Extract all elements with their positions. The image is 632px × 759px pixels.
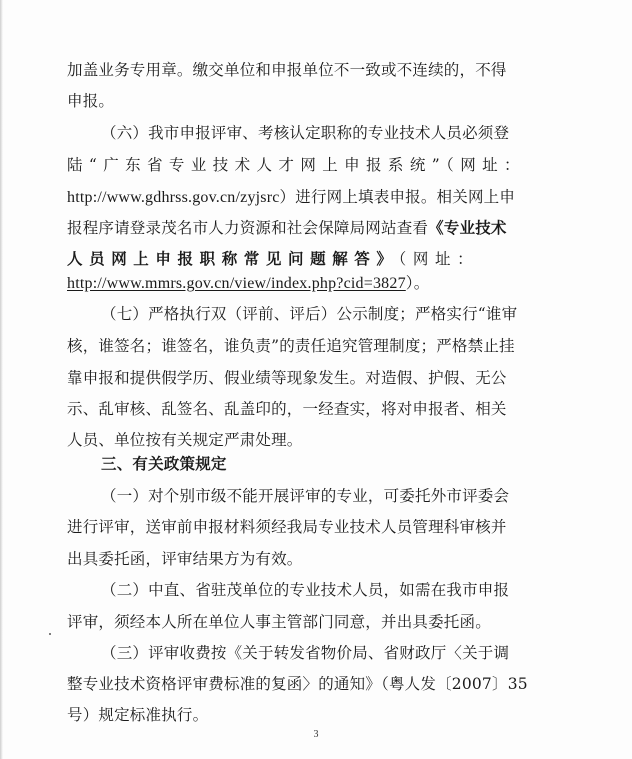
line-text: 靠申报和提供假学历、假业绩等现象发生。对造假、护假、无公 (67, 369, 507, 387)
line-text: （网址： (398, 250, 480, 268)
line-text: （一）对个别市级不能开展评审的专业，可委托外市评委会 (101, 487, 510, 505)
line-text: 报程序请登录茂名市人力资源和社会保障局网站查看 (67, 219, 429, 237)
paragraph-line (67, 428, 303, 452)
paragraph-line (67, 185, 515, 210)
line-text: 核，谁签名；谁签名，谁负责”的责任追究管理制度；严格禁止挂 (67, 337, 515, 355)
heading-text: 三、有关政策规定 (101, 454, 227, 473)
paragraph-line (67, 334, 515, 358)
line-text: 示、乱审核、乱签名、乱盖印的，一经查实，将对申报者、相关 (67, 400, 507, 418)
paragraph-line (67, 515, 507, 539)
paragraph-line (67, 366, 507, 390)
line-text: （七）严格执行双（评前、评后）公示制度；严格实行“谁审 (101, 305, 518, 323)
paragraph-line (67, 153, 526, 177)
line-text: （六）我市申报评审、考核认定职称的专业技术人员必须登 (101, 124, 510, 142)
document-title-bold: 《专业技术 (428, 218, 507, 237)
paragraph-line (101, 302, 517, 326)
line-text: 陆“广东省专业技术人才网上申报系统”（网址： (67, 156, 526, 174)
paragraph-line (67, 610, 491, 634)
line-text: 人员、单位按有关规定严肃处理。 (67, 431, 303, 449)
paragraph-line (101, 641, 509, 665)
paragraph-line (101, 484, 509, 508)
line-text: （三）评审收费按《关于转发省物价局、省财政厅〈关于调 (101, 644, 510, 662)
paragraph-line (67, 547, 303, 571)
paragraph-line (67, 672, 528, 696)
line-text: 申报。 (67, 92, 115, 110)
line-text: 整专业技术资格评审费标准的复函〉的通知》（粤人发〔2007〕35 (67, 675, 528, 693)
paragraph-line (67, 271, 429, 296)
line-text: ）。 (405, 274, 430, 292)
paragraph-line (67, 216, 507, 240)
line-text: ）进行网上填表申报。相关网上申 (279, 188, 516, 206)
paragraph-line (67, 89, 114, 113)
paragraph-line (67, 247, 479, 271)
line-text: 号）规定标准执行。 (67, 706, 209, 724)
website-url-link[interactable]: http://www.mmrs.gov.cn/view/index.php?cid=3827 (67, 275, 406, 292)
paragraph-line (67, 397, 507, 421)
line-text: 加盖业务专用章。缴交单位和申报单位不一致或不连续的，不得 (67, 61, 507, 79)
paragraph-line (101, 578, 509, 602)
line-text: 评审，须经本人所在单位人事主管部门同意，并出具委托函。 (67, 613, 491, 631)
scan-speck (49, 633, 51, 635)
paragraph-line (101, 121, 509, 145)
paragraph-line (67, 703, 208, 727)
section-heading (101, 452, 227, 476)
scan-edge (0, 0, 3, 759)
document-title-bold: 人员网上申报职称常见问题解答》 (67, 249, 399, 268)
page-number: 3 (313, 729, 319, 740)
line-text: 进行评审，送审前申报材料须经我局专业技术人员管理科审核并 (67, 518, 507, 536)
line-text: 出具委托函，评审结果方为有效。 (67, 550, 303, 568)
line-text: （二）中直、省驻茂单位的专业技术人员，如需在我市申报 (101, 581, 510, 599)
paragraph-line (67, 58, 573, 82)
website-url[interactable]: http://www.gdhrss.gov.cn/zyjsrc (67, 189, 280, 206)
